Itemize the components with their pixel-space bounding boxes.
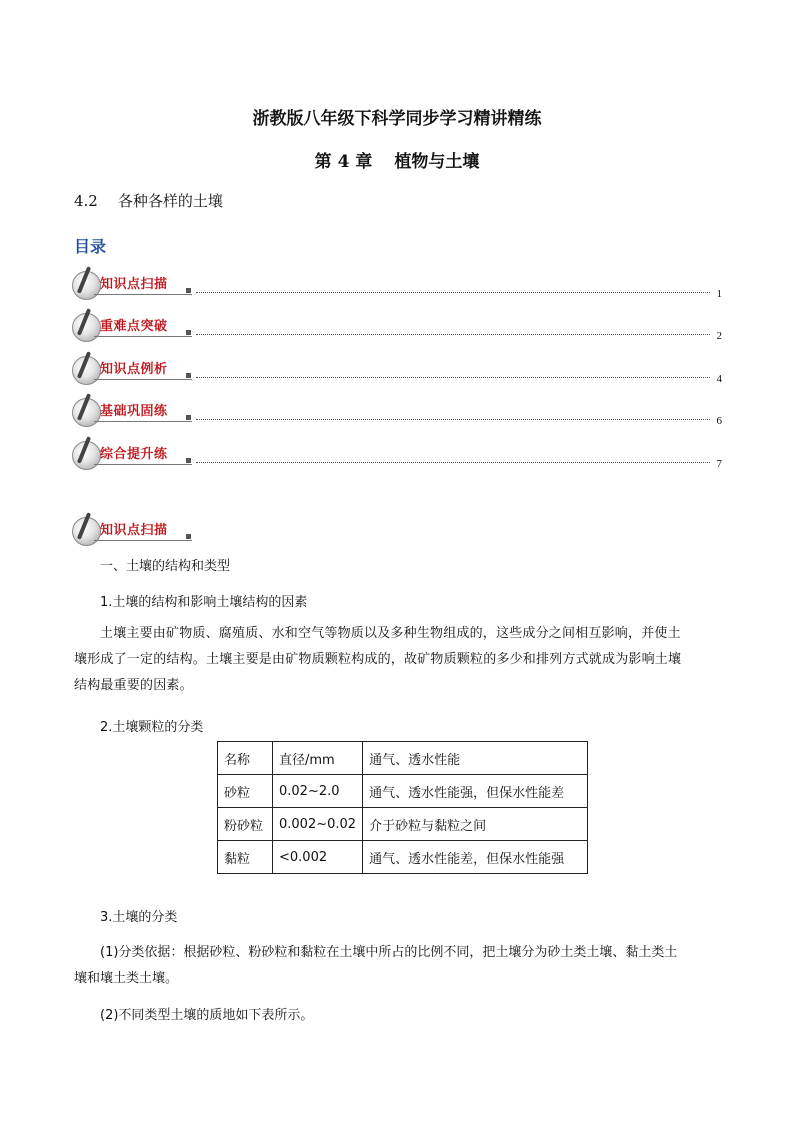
chapter-number: 第 4 章 bbox=[314, 152, 373, 172]
toc-leader bbox=[196, 334, 710, 335]
square-icon bbox=[186, 534, 191, 539]
table-cell: 介于砂粒与黏粒之间 bbox=[363, 808, 588, 841]
table-cell: 名称 bbox=[218, 742, 273, 775]
paragraph-classification-basis: (1)分类依据：根据砂粒、粉砂粒和黏粒在土壤中所占的比例不同，把土壤分为砂土类土壤、黏土类土 壤和壤土类土壤。 bbox=[74, 945, 678, 986]
table-cell: 通气、透水性能 bbox=[363, 742, 588, 775]
soil-particle-table bbox=[217, 741, 588, 874]
toc-entry[interactable] bbox=[72, 310, 722, 346]
toc-leader bbox=[196, 377, 710, 378]
toc-page-number: 1 bbox=[716, 288, 722, 300]
table-cell: 通气、透水性能差，但保水性能强 bbox=[363, 841, 588, 874]
toc-entry[interactable] bbox=[72, 268, 722, 304]
chapter-name: 植物与土壤 bbox=[394, 152, 480, 172]
toc-badge bbox=[72, 438, 196, 474]
table-cell: 黏粒 bbox=[218, 841, 273, 874]
document-title: 浙教版八年级下科学同步学习精讲精练 bbox=[252, 109, 542, 129]
toc-entry[interactable] bbox=[72, 353, 722, 389]
heading-soil-classification: 3.土壤的分类 bbox=[100, 910, 178, 925]
square-icon bbox=[186, 458, 191, 463]
paragraph-texture-intro: (2)不同类型土壤的质地如下表所示。 bbox=[100, 1008, 314, 1023]
paragraph-soil-structure: 土壤主要由矿物质、腐殖质、水和空气等物质以及多种生物组成的，这些成分之间相互影响，并使土 壤形成了一定的结构。土壤主要是由矿物质颗粒构成的，故矿物质颗粒的多少和排列方式就成为影响土壤 结构最重要的因素。 bbox=[74, 626, 682, 693]
badge-label: 知识点扫描 bbox=[100, 523, 168, 538]
table-cell: 直径/mm bbox=[273, 742, 363, 775]
toc-leader bbox=[196, 292, 710, 293]
chapter-title bbox=[0, 147, 794, 172]
table-row bbox=[218, 808, 588, 841]
toc-entry-label: 综合提升练 bbox=[100, 447, 168, 462]
toc-leader bbox=[196, 419, 710, 420]
section-name: 各种各样的土壤 bbox=[117, 192, 223, 210]
heading-soil-structure-types: 一、土壤的结构和类型 bbox=[100, 559, 231, 574]
toc-badge bbox=[72, 395, 196, 431]
toc-entry-label: 基础巩固练 bbox=[100, 404, 168, 419]
table-cell: <0.002 bbox=[273, 841, 363, 874]
heading-particle-classification: 2.土壤颗粒的分类 bbox=[100, 720, 204, 735]
toc-heading: 目录 bbox=[74, 237, 107, 256]
toc-badge bbox=[72, 353, 196, 389]
section-number: 4.2 bbox=[74, 192, 98, 210]
table-cell: 通气、透水性能强，但保水性能差 bbox=[363, 775, 588, 808]
table-cell: 粉砂粒 bbox=[218, 808, 273, 841]
toc-entry-label: 知识点例析 bbox=[100, 362, 168, 377]
section-title bbox=[74, 190, 223, 211]
table-row bbox=[218, 841, 588, 874]
square-icon bbox=[186, 330, 191, 335]
toc-badge bbox=[72, 268, 196, 304]
table-row bbox=[218, 775, 588, 808]
toc-badge bbox=[72, 310, 196, 346]
toc-page-number: 2 bbox=[716, 330, 722, 342]
toc-page-number: 7 bbox=[716, 458, 722, 470]
toc-page-number: 4 bbox=[716, 373, 722, 385]
table-cell: 0.002~0.02 bbox=[273, 808, 363, 841]
toc-entry-label: 知识点扫描 bbox=[100, 277, 168, 292]
toc-page-number: 6 bbox=[716, 415, 722, 427]
table-cell: 0.02~2.0 bbox=[273, 775, 363, 808]
knowledge-scan-badge bbox=[72, 514, 196, 550]
table-cell: 砂粒 bbox=[218, 775, 273, 808]
toc-entry[interactable] bbox=[72, 395, 722, 431]
heading-soil-structure-factors: 1.土壤的结构和影响土壤结构的因素 bbox=[100, 595, 308, 610]
table-header-row bbox=[218, 742, 588, 775]
square-icon bbox=[186, 415, 191, 420]
toc-leader bbox=[196, 462, 710, 463]
toc-entry[interactable] bbox=[72, 438, 722, 474]
square-icon bbox=[186, 288, 191, 293]
toc-entry-label: 重难点突破 bbox=[100, 319, 168, 334]
square-icon bbox=[186, 373, 191, 378]
